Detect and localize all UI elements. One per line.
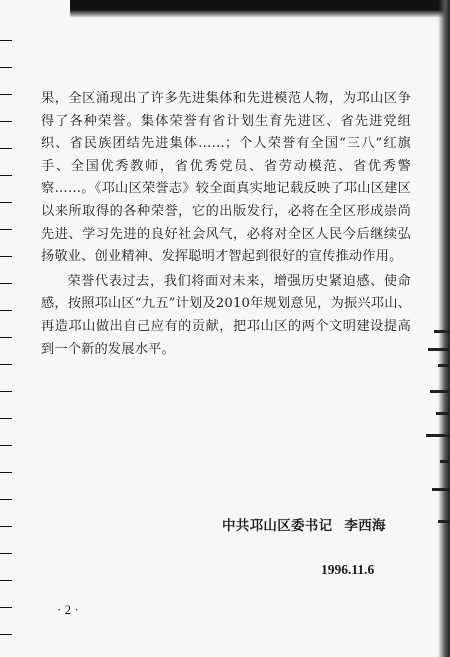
scan-top-shadow [70, 0, 450, 18]
scan-right-margin-marks [424, 330, 450, 560]
signature-name: 李西海 [344, 518, 386, 534]
signature-line [222, 514, 386, 534]
signature-title: 中共邛山区委书记 [222, 518, 333, 534]
body-text [41, 88, 411, 361]
scan-left-margin-marks [0, 40, 12, 657]
paragraph-2: 荣誉代表过去，我们将面对未来，增强历史紧迫感、使命感，按照邛山区“九五”计划及2010年规划意见，为振兴邛山、再造邛山做出自己应有的贡献，把邛山区的两个文明建设提高到一个新的发展水平。 [41, 273, 411, 357]
paragraph-1: 果，全区涌现出了许多先进集体和先进模范人物，为邛山区争得了各种荣誉。集体荣誉有省计划生育先进区、省先进党组织、省民族团结先进集体……；个人荣誉有全国“三八”红旗手、全国优秀教师，省优秀党员、省劳动模范、省优秀警察……。《邛山区荣誉志》较全面真实地记载反映了邛山区建区以来所取得的各种荣誉，它的出版发行，必将在全区形成崇尚先进、学习先进的良好社会风气，必将对全区人民今后继续弘扬敬业、创业精神、发挥聪明才智起到很好的宣传推动作用。 [41, 91, 411, 265]
signature-date: 1996.11.6 [321, 562, 375, 577]
page-number: · 2 · [57, 602, 79, 617]
